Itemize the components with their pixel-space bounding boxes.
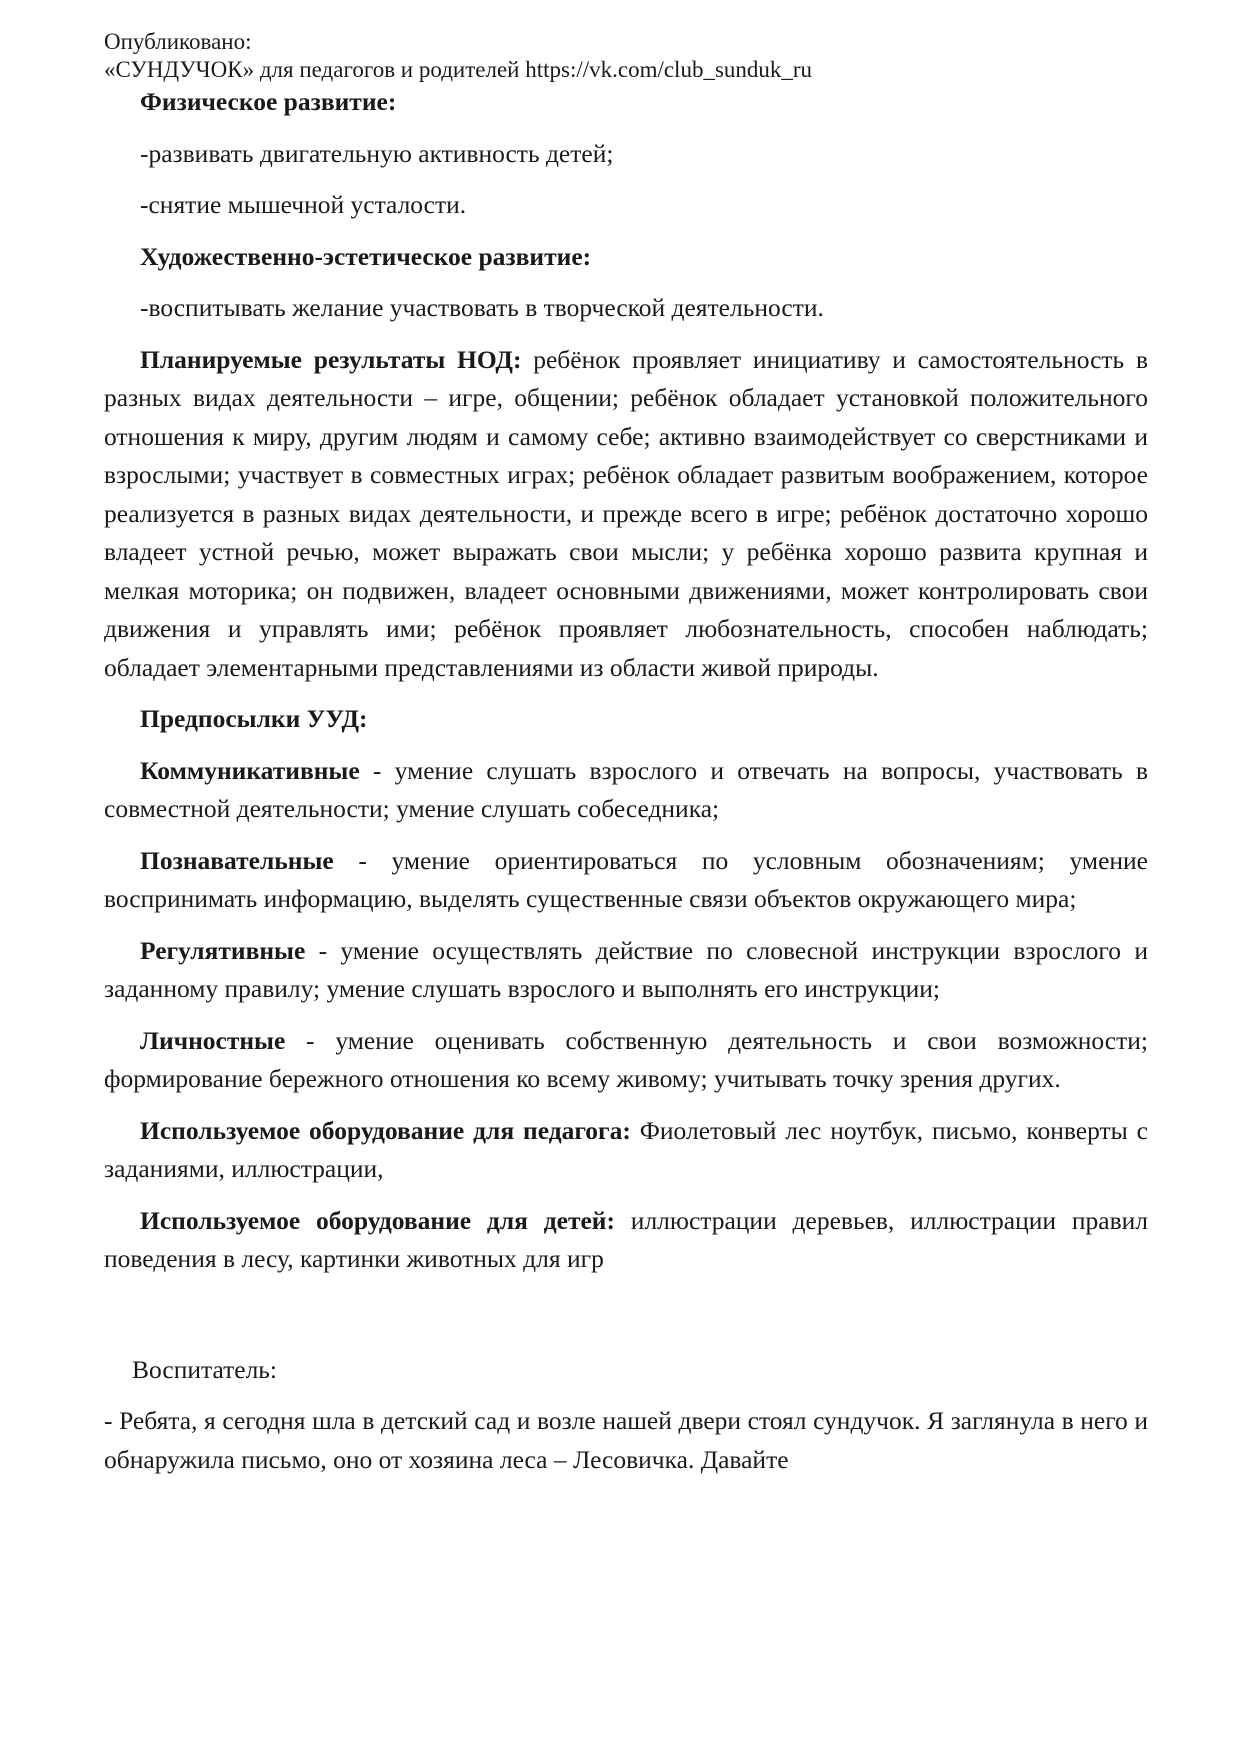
uud-communicative [104, 752, 1148, 829]
document-page [104, 28, 1148, 1479]
equipment-children [104, 1202, 1148, 1279]
regulatory-label: Регулятивные [140, 935, 306, 965]
uud-regulatory [104, 932, 1148, 1009]
uud-personal [104, 1022, 1148, 1099]
children-equipment-label: Используемое оборудование для детей: [140, 1205, 615, 1235]
regulatory-text: - умение осуществлять действие по словесной инструкции взрослого и заданному правилу; умение слушать взрослого и выполнять его инструкции; [104, 935, 1148, 1003]
publication-header [104, 28, 1148, 84]
equipment-teacher [104, 1112, 1148, 1189]
cognitive-text: - умение ориентироваться по условным обозначениям; умение воспринимать информацию, выделять существенные связи объектов окружающего мира; [104, 845, 1148, 913]
physical-item-1: -развивать двигательную активность детей; [140, 138, 614, 168]
cognitive-label: Познавательные [140, 845, 334, 875]
communicative-text: - умение слушать взрослого и отвечать на вопросы, участвовать в совместной деятельности; умение слушать собеседника; [104, 755, 1148, 823]
art-heading: Художественно-эстетическое развитие: [140, 241, 592, 271]
published-label: Опубликовано: [104, 29, 252, 54]
results-text: ребёнок проявляет инициативу и самостоятельность в разных видах деятельности – игре, общении; ребёнок обладает установкой положительного отношения к миру, другим людям и самому себе; активно взаимодействует со сверстниками и взрослыми; участвует в совместных играх; ребёнок обладает развитым воображением, которое реализуется в разных видах деятельности, и прежде всего в игре; ребёнок достаточно хорошо владеет устной речью, может выражать свои мысли; у ребёнка хорошо развита крупная и мелкая моторика; он подвижен, владеет основными движениями, может контролировать свои движения и управлять ими; ребёнок проявляет любознательность, способен наблюдать; обладает элементарными представлениями из области живой природы. [104, 344, 1148, 682]
children-equipment-text: иллюстрации деревьев, иллюстрации правил поведения в лесу, картинки животных для игр [104, 1205, 1148, 1273]
teacher-equipment-label: Используемое оборудование для педагога: [140, 1115, 631, 1145]
uud-cognitive [104, 842, 1148, 919]
dialogue-text: - Ребята, я сегодня шла в детский сад и возле нашей двери стоял сундучок. Я заглянула в него и обнаружила письмо, оно от хозяина леса – Лесовичка. Давайте [104, 1406, 1148, 1474]
physical-heading: Физическое развитие: [140, 87, 397, 116]
personal-text: - умение оценивать собственную деятельность и свои возможности; формирование бережного отношения ко всему живому; учитывать точку зрения других. [104, 1025, 1148, 1093]
dialogue-speaker: Воспитатель: [132, 1354, 278, 1384]
personal-label: Личностные [140, 1025, 286, 1055]
teacher-equipment-text: Фиолетовый лес ноутбук, письмо, конверты с заданиями, иллюстрации, [104, 1115, 1148, 1183]
communicative-label: Коммуникативные [140, 755, 360, 785]
published-source: «СУНДУЧОК» для педагогов и родителей https://vk.com/club_sunduk_ru [104, 57, 813, 82]
uud-heading: Предпосылки УУД: [140, 704, 368, 733]
results-label: Планируемые результаты НОД: [140, 344, 522, 374]
art-item: -воспитывать желание участвовать в творческой деятельности. [140, 293, 824, 322]
results-paragraph [104, 341, 1148, 688]
physical-item-2: -снятие мышечной усталости. [140, 190, 467, 219]
